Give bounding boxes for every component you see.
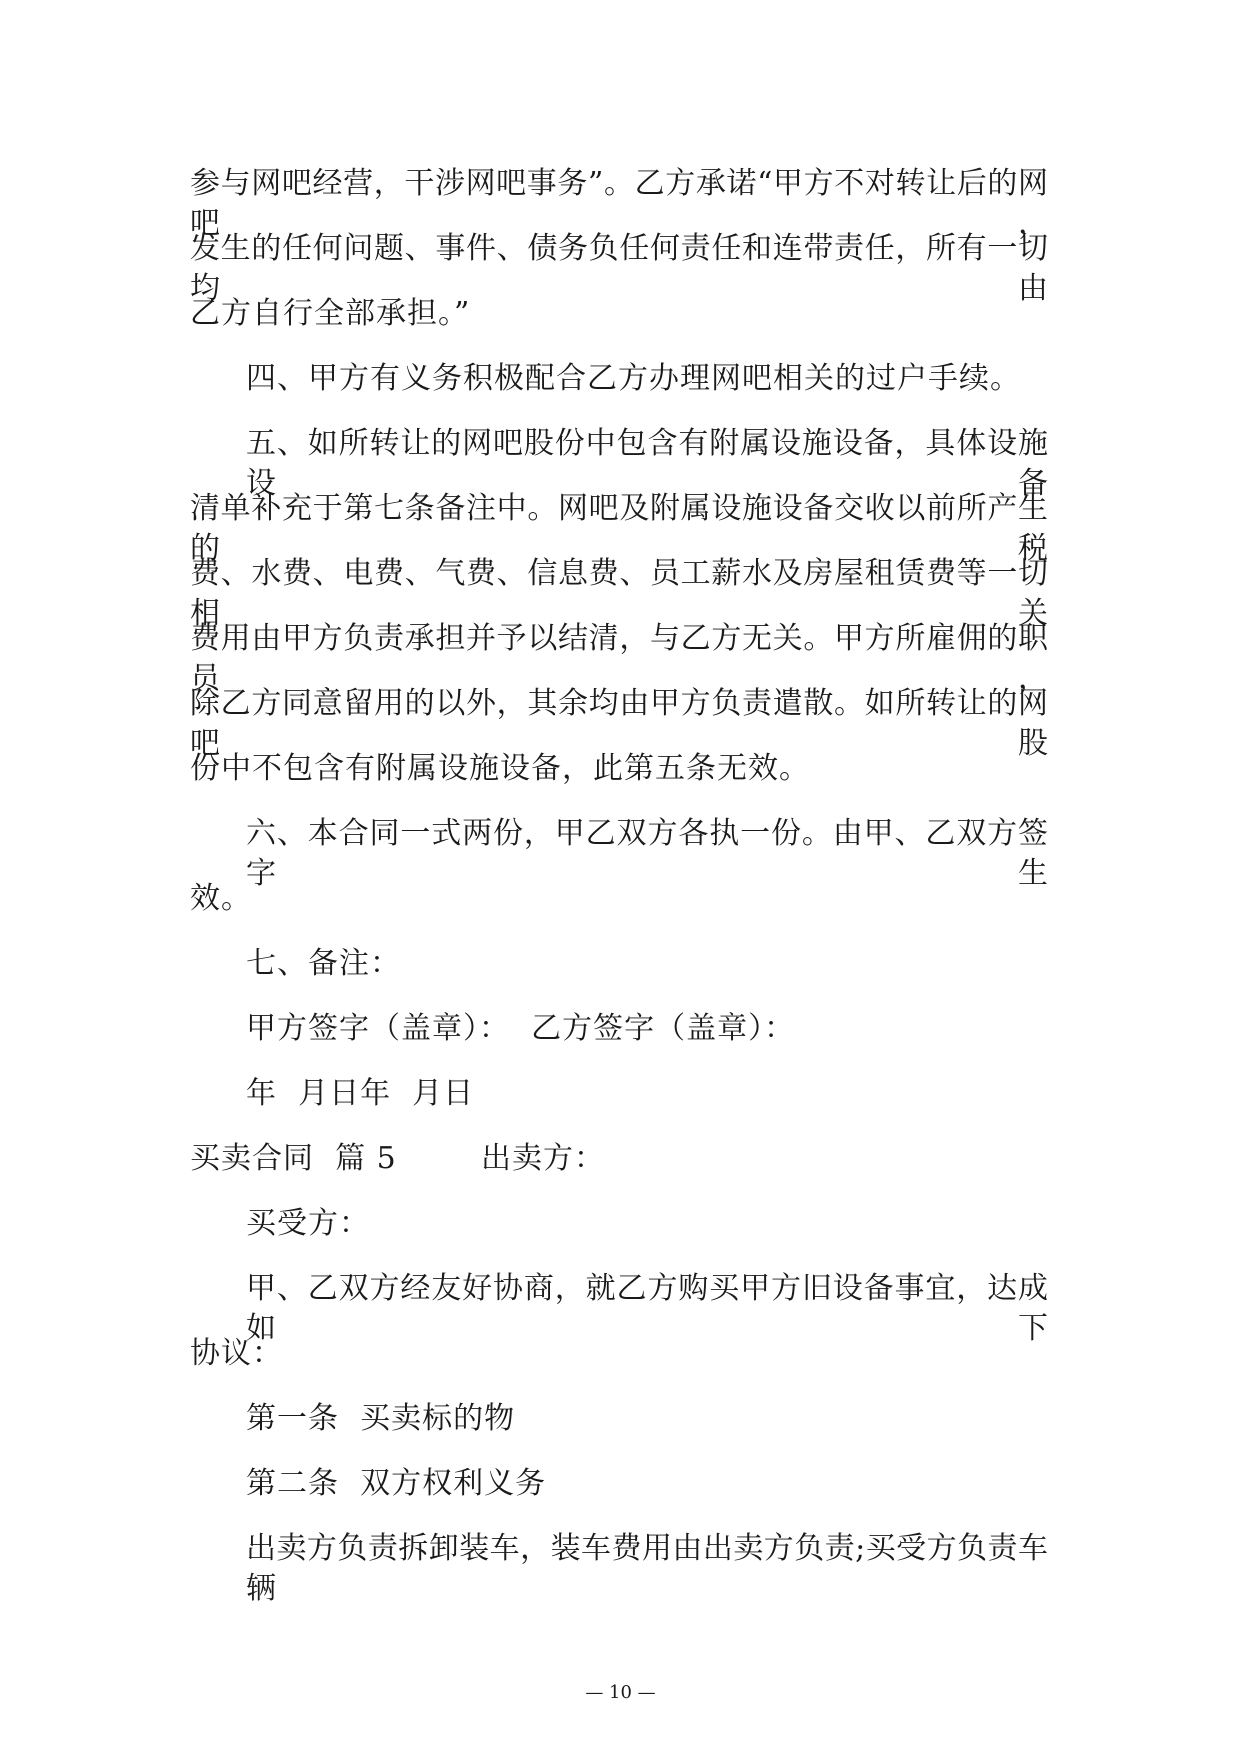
body-text-line: 清单补充于第七条备注中。网吧及附属设施设备交收以前所产生的税 [190,491,1048,566]
page-number: — 10 — [585,1682,656,1703]
clause-four: 四、甲方有义务积极配合乙方办理网吧相关的过户手续。 [246,361,1021,396]
body-text-line: 份中不包含有附属设施设备，此第五条无效。 [190,751,810,786]
body-text-line: 费用由甲方负责承担并予以结清，与乙方无关。甲方所雇佣的职员， [190,621,1048,696]
body-text-line: 发生的任何问题、事件、债务负任何责任和连带责任，所有一切均由 [190,231,1048,306]
body-text-line: 乙方自行全部承担。” [190,296,471,331]
article-two: 第二条 双方权利义务 [246,1466,547,1501]
body-text-line: 效。 [190,881,252,916]
agreement-intro: 甲、乙双方经友好协商，就乙方购买甲方旧设备事宜，达成如下 [246,1271,1048,1346]
section-heading: 买卖合同 篇 5 出卖方： [190,1141,605,1176]
date-line: 年 月日年 月日 [246,1076,475,1111]
clause-five: 五、如所转让的网吧股份中包含有附属设施设备，具体设施设备 [246,426,1048,501]
body-text-line: 出卖方负责拆卸装车，装车费用由出卖方负责;买受方负责车辆 [246,1531,1048,1606]
body-text-line: 费、水费、电费、气费、信息费、员工薪水及房屋租赁费等一切相关 [190,556,1048,631]
clause-six: 六、本合同一式两份，甲乙双方各执一份。由甲、乙双方签字生 [246,816,1048,891]
body-text-line: 除乙方同意留用的以外，其余均由甲方负责遣散。如所转让的网吧股 [190,686,1048,761]
signature-line: 甲方签字（盖章）： 乙方签字（盖章）： [246,1011,796,1046]
article-one: 第一条 买卖标的物 [246,1401,516,1436]
clause-seven: 七、备注： [246,946,401,981]
buyer-label: 买受方： [246,1206,370,1241]
body-text-line: 协议： [190,1336,283,1371]
body-text-line: 参与网吧经营，干涉网吧事务”。乙方承诺“甲方不对转让后的网吧， [190,166,1048,241]
